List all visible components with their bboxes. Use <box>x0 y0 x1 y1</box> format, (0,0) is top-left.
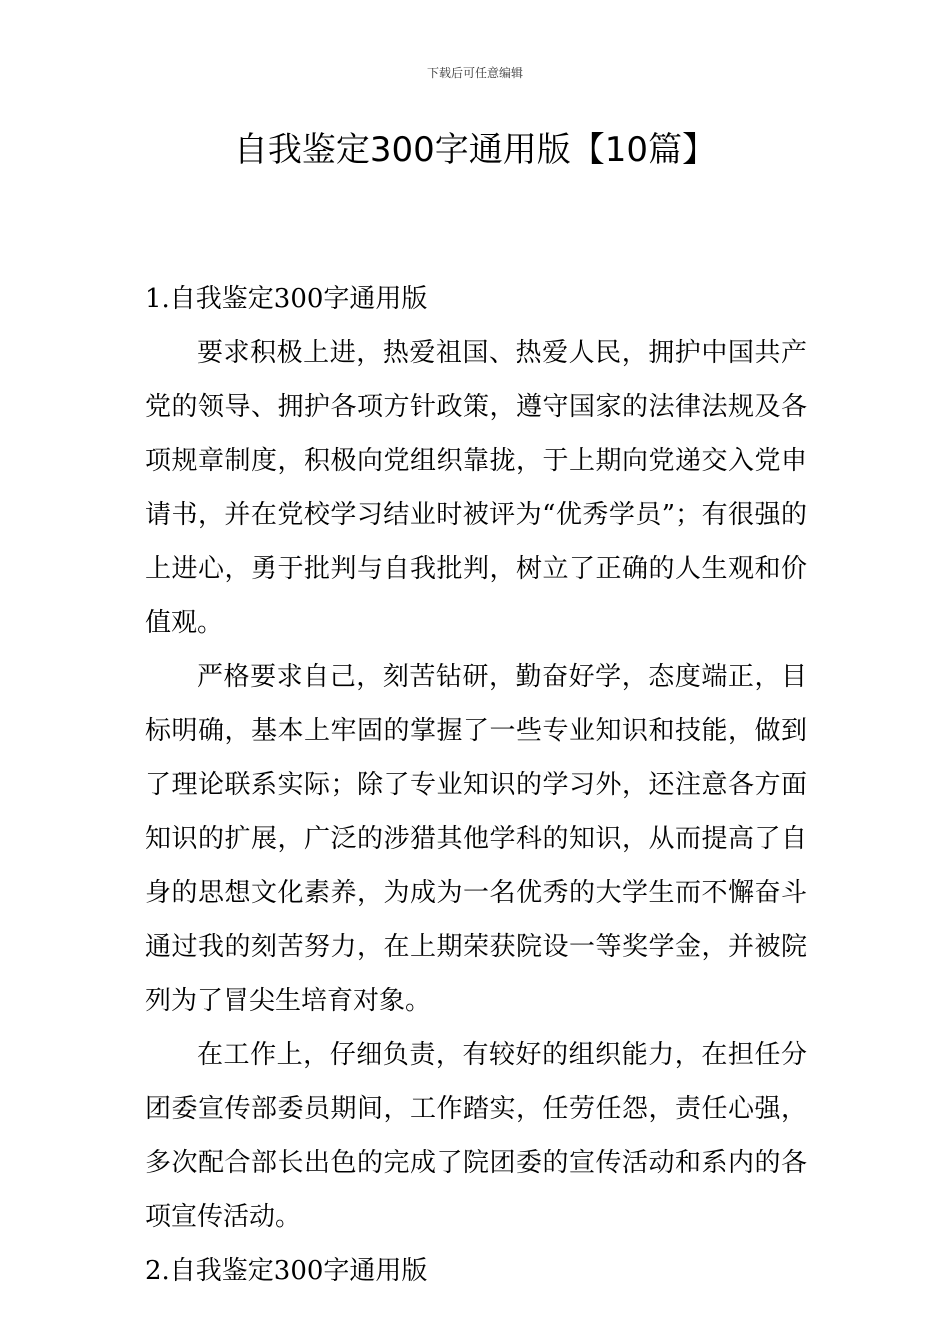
document-title: 自我鉴定300字通用版【10篇】 <box>233 130 717 170</box>
paragraph-1-1: 要求积极上进，热爱祖国、热爱人民，拥护中国共产党的领导、拥护各项方针政策，遵守国家的法律法规及各项规章制度，积极向党组织靠拢，于上期向党递交入党申请书，并在党校学习结业时被评为“优秀学员”；有很强的上进心，勇于批判与自我批判，树立了正确的人生观和价值观。 <box>145 338 807 638</box>
document-body <box>145 272 807 1298</box>
section-heading-2: 2.自我鉴定300字通用版 <box>145 1256 428 1286</box>
section-heading-1: 1.自我鉴定300字通用版 <box>145 284 428 314</box>
paragraph-1-3: 在工作上，仔细负责，有较好的组织能力，在担任分团委宣传部委员期间，工作踏实，任劳任怨，责任心强，多次配合部长出色的完成了院团委的宣传活动和系内的各项宣传活动。 <box>145 1040 807 1232</box>
paragraph-1-2: 严格要求自己，刻苦钻研，勤奋好学，态度端正，目标明确，基本上牢固的掌握了一些专业知识和技能，做到了理论联系实际；除了专业知识的学习外，还注意各方面知识的扩展，广泛的涉猎其他学科的知识，从而提高了自身的思想文化素养，为成为一名优秀的大学生而不懈奋斗通过我的刻苦努力，在上期荣获院设一等奖学金，并被院列为了冒尖生培育对象。 <box>145 662 807 1016</box>
header-note: 下载后可任意编辑 <box>426 66 523 80</box>
